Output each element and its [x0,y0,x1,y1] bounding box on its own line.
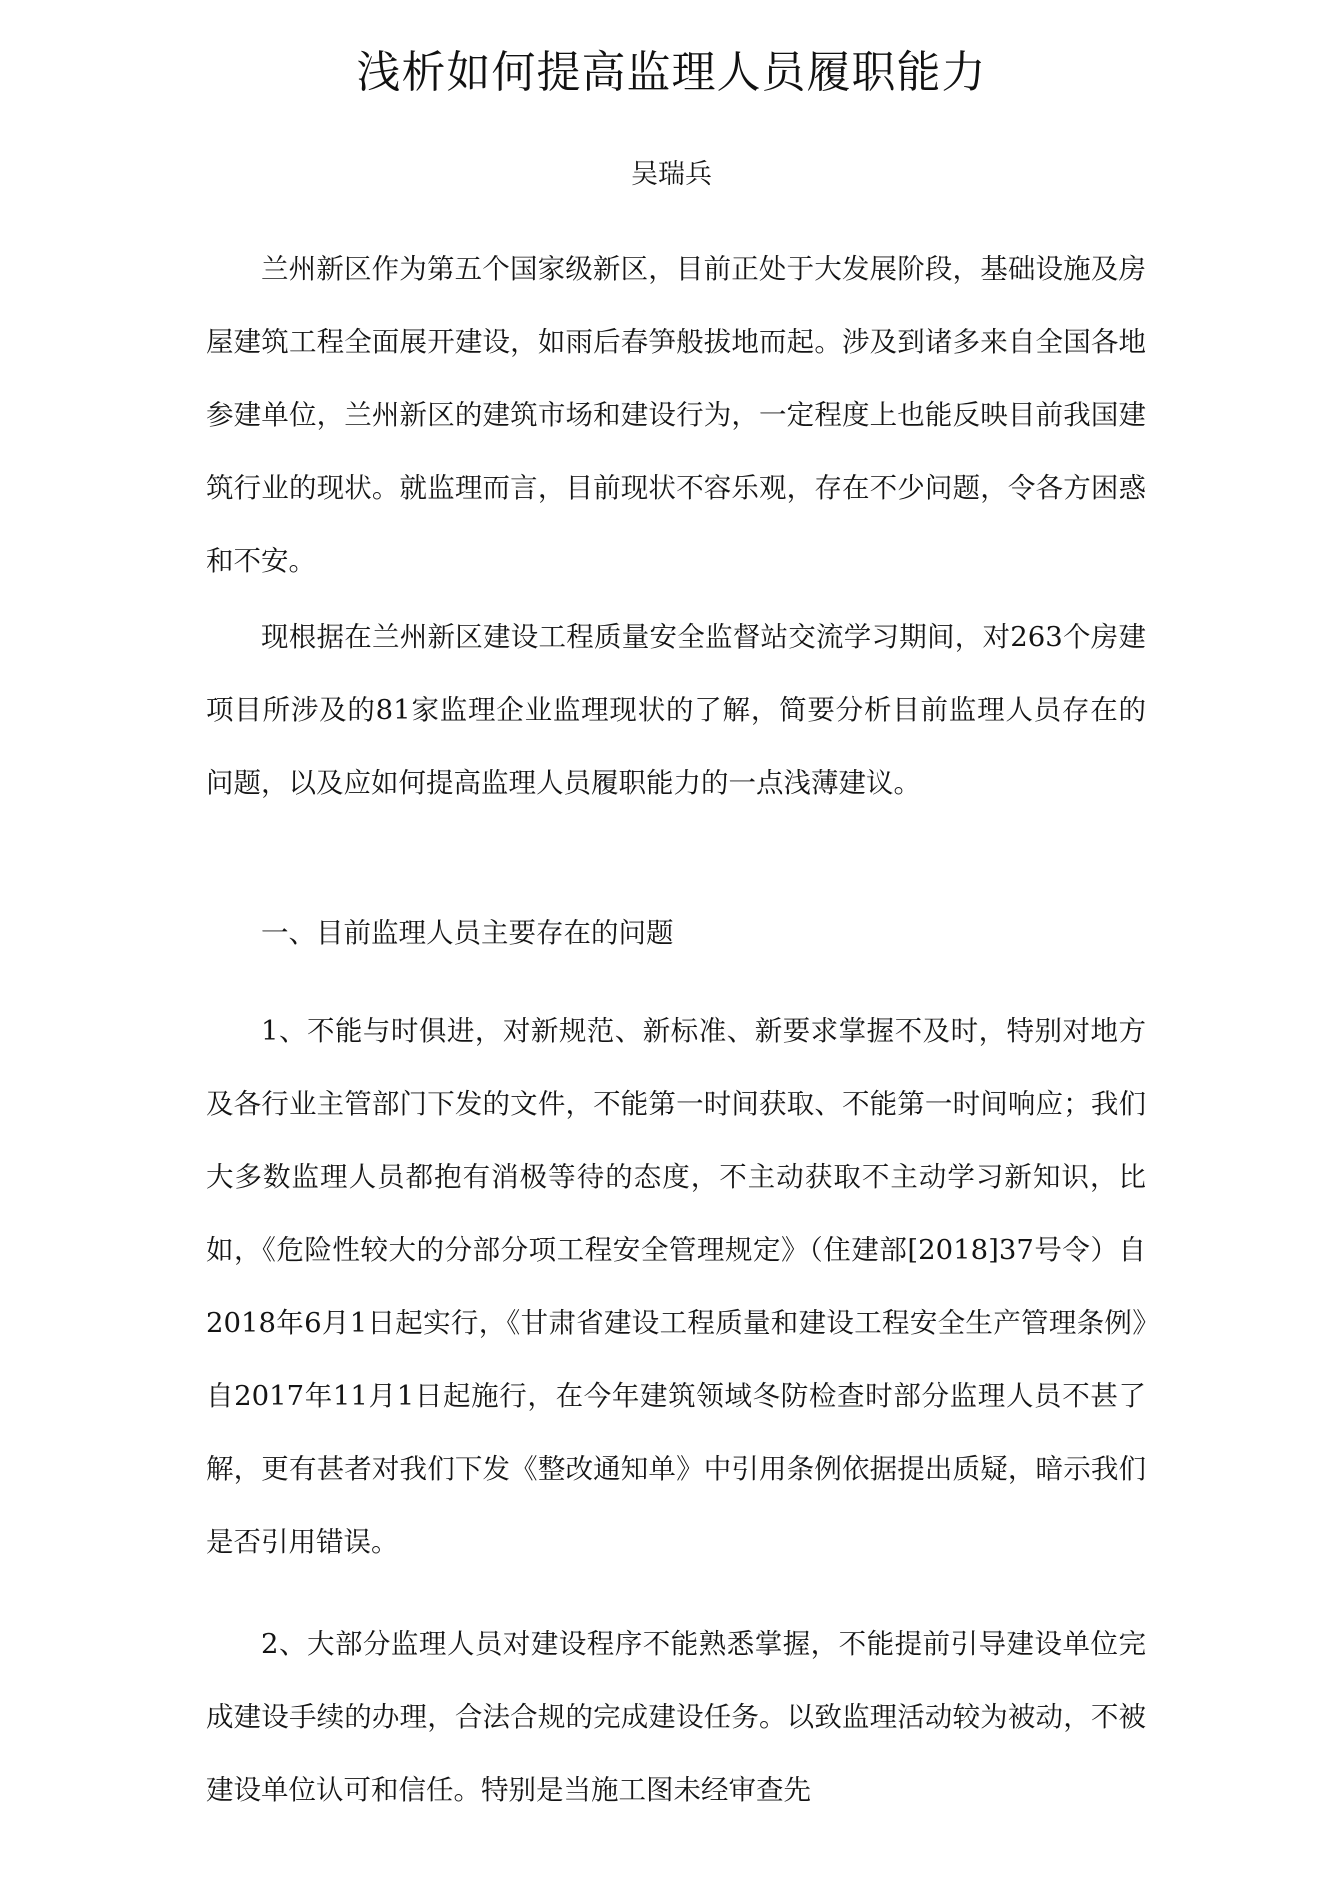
section-heading: 一、目前监理人员主要存在的问题 [261,917,674,949]
document-title: 浅析如何提高监理人员履职能力 [356,47,987,98]
purpose-paragraph: 现根据在兰州新区建设工程质量安全监督站交流学习期间，对263个房建项目所涉及的81家监理企业监理现状的了解，简要分析目前监理人员存在的问题，以及应如何提高监理人员履职能力的一点浅薄建议。 [206,621,1146,799]
issue-item-1: 1、不能与时俱进，对新规范、新标准、新要求掌握不及时，特别对地方及各行业主管部门下发的文件，不能第一时间获取、不能第一时间响应；我们大多数监理人员都抱有消极等待的态度，不主动获取不主动学习新知识，比如，《危险性较大的分部分项工程安全管理规定》（住建部[2018]37号令）自2018年6月1日起实行，《甘肃省建设工程质量和建设工程安全生产管理条例》自2017年11月1日起施行，在今年建筑领域冬防检查时部分监理人员不甚了解，更有甚者对我们下发《整改通知单》中引用条例依据提出质疑，暗示我们是否引用错误。 [206,1015,1146,1558]
intro-paragraph: 兰州新区作为第五个国家级新区，目前正处于大发展阶段，基础设施及房屋建筑工程全面展开建设，如雨后春笋般拔地而起。涉及到诸多来自全国各地参建单位，兰州新区的建筑市场和建设行为，一定程度上也能反映目前我国建筑行业的现状。就监理而言，目前现状不容乐观，存在不少问题，令各方困惑和不安。 [206,253,1146,577]
issue-item-2: 2、大部分监理人员对建设程序不能熟悉掌握，不能提前引导建设单位完成建设手续的办理，合法合规的完成建设任务。以致监理活动较为被动，不被建设单位认可和信任。特别是当施工图未经审查先 [206,1628,1146,1806]
author-name: 吴瑞兵 [631,159,712,190]
